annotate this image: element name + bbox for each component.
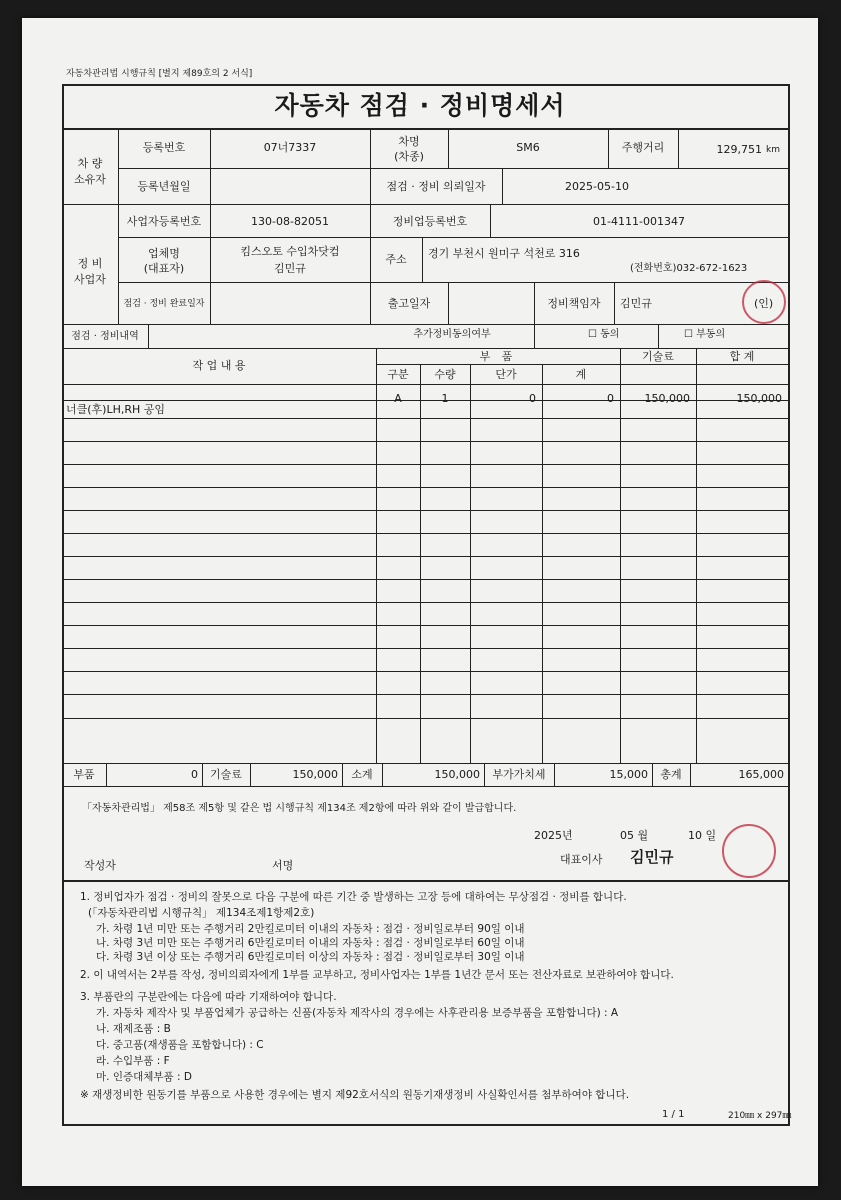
model-value: SM6 [516, 141, 540, 154]
consent-agree-checkbox: ☐ 동의 [588, 329, 620, 340]
ceo-label: 대표이사 [560, 853, 603, 866]
manager-label: 정비책임자 [547, 297, 601, 310]
mileage-label: 주행거리 [621, 141, 665, 154]
done-date-label: 점검 · 정비 완료일자 [123, 299, 205, 309]
total-header: 합 계 [729, 350, 755, 363]
statement-document [22, 18, 818, 1186]
sub-header-sum: 계 [575, 368, 587, 381]
shop-name-label: 업체명 (대표자) [143, 247, 185, 275]
total-labor-value: 150,000 [292, 768, 338, 781]
title-bottom [62, 128, 790, 130]
work-row-total: 150,000 [736, 392, 782, 405]
note-asterisk: ※ 재생정비한 원동기를 부품으로 사용한 경우에는 별지 제92호서식의 원동기재생정비 사실확인서를 첨부하여야 합니다. [80, 1089, 630, 1101]
issue-statement: 「자동차관리법」 제58조 제5항 및 같은 법 시행규칙 제134조 제2항에 따라 위와 같이 발급합니다. [82, 803, 517, 814]
biz-no-label: 사업자등록번호 [126, 215, 202, 228]
note-3: 3. 부품란의 구분란에는 다음에 따라 기재하여야 합니다. [80, 991, 337, 1003]
frame-left [62, 84, 64, 1126]
ceo-signature: 김민규 [630, 848, 674, 866]
shop-rep-value: 김민규 [274, 262, 306, 275]
consent-disagree-checkbox: ☐ 부동의 [684, 329, 726, 340]
form-reference: 자동차관리법 시행규칙 [별지 제89호의 2 서식] [66, 69, 253, 79]
note-3-c: 다. 중고품(재생품을 포함합니다) : C [96, 1039, 264, 1051]
total-labor-label: 기술료 [210, 768, 242, 781]
mileage-unit: km [766, 145, 780, 155]
note-1-c: 다. 차령 3년 이상 또는 주행거리 6만킬로미터 이상의 자동차 : 점검 · 정비일로부터 30일 이내 [96, 951, 525, 963]
shop-reg-label: 정비업등록번호 [392, 215, 468, 228]
vat-value: 15,000 [609, 768, 648, 781]
writer-label: 작성자 [84, 859, 116, 872]
frame-bottom [62, 1124, 790, 1126]
reg-year-label: 등록년월일 [137, 180, 191, 193]
total-parts-label: 부품 [73, 768, 95, 781]
work-row-qty: 1 [441, 392, 449, 405]
shop-seal-stamp [742, 280, 786, 324]
grand-total-label: 총계 [660, 768, 682, 781]
biz-no-value: 130-08-82051 [251, 215, 329, 228]
business-section-label: 정 비 사업자 [74, 257, 106, 286]
note-1-b: 나. 차령 3년 미만 또는 주행거리 6만킬로미터 이내의 자동차 : 점검 · 정비일로부터 60일 이내 [96, 937, 525, 949]
ceo-seal-stamp [722, 824, 776, 878]
subtotal-value: 150,000 [434, 768, 480, 781]
issue-year: 2025년 [534, 829, 573, 842]
note-3-a: 가. 자동차 제작사 및 부품업체가 공급하는 신품(자동차 제작사의 경우에는 사후관리용 보증부품을 포함합니다) : A [96, 1007, 619, 1019]
reg-no-value: 07너7337 [263, 141, 317, 154]
request-date-value: 2025-05-10 [565, 180, 629, 193]
signature-label: 서명 [272, 859, 294, 872]
shop-reg-value: 01-4111-001347 [593, 215, 685, 228]
work-header: 작 업 내 용 [192, 359, 246, 372]
document-title: 자동차 점검 · 정비명세서 [274, 91, 566, 120]
issue-day: 10 일 [688, 829, 717, 842]
work-row-grade: A [394, 392, 402, 405]
frame-right [788, 84, 790, 1126]
inspection-label: 점검 · 정비내역 [71, 331, 139, 342]
consent-label: 추가정비동의여부 [413, 329, 491, 340]
note-1: 1. 정비업자가 점검 · 정비의 잘못으로 다음 구분에 따른 기간 중 발생하는 고장 등에 대하여는 무상점검 · 정비를 합니다. [80, 891, 627, 903]
note-2: 2. 이 내역서는 2부를 작성, 정비의뢰자에게 1부를 교부하고, 정비사업자는 1부를 1년간 문서 또는 전산자료로 보관하여야 합니다. [80, 969, 674, 981]
note-3-d: 라. 수입부품 : F [96, 1055, 170, 1067]
work-row-description: 너클(후)LH,RH 공임 [66, 403, 166, 416]
note-1-a: 가. 차령 1년 미만 또는 주행거리 2만킬로미터 이내의 자동차 : 점검 · 정비일로부터 90일 이내 [96, 923, 525, 935]
seal-mark: (인) [754, 297, 774, 310]
phone-value: (전화번호)032-672-1623 [630, 263, 748, 274]
reg-no-label: 등록번호 [142, 141, 186, 154]
manager-value: 김민규 [620, 297, 652, 310]
address-label: 주소 [385, 253, 407, 266]
note-3-e: 마. 인증대체부품 : D [96, 1071, 192, 1083]
labor-header: 기술료 [642, 350, 674, 363]
note-1-ref: (「자동차관리법 시행규칙」 제134조제1항제2호) [88, 907, 315, 919]
request-date-label: 점검 · 정비 의뢰일자 [386, 180, 486, 193]
model-label: 차명 (차종) [394, 135, 424, 163]
total-parts-value: 0 [191, 768, 198, 781]
sub-header-qty: 수량 [434, 368, 456, 381]
work-row-unit-price: 0 [529, 392, 536, 405]
release-date-label: 출고일자 [387, 297, 431, 310]
page-number: 1 / 1 [662, 1109, 685, 1120]
address-value: 경기 부천시 원미구 석천로 316 [428, 247, 580, 260]
note-3-b: 나. 재제조품 : B [96, 1023, 171, 1035]
work-row-parts-sum: 0 [607, 392, 614, 405]
work-row-labor: 150,000 [644, 392, 690, 405]
shop-name-value: 킴스오토 수입차닷컴 [240, 245, 340, 258]
owner-section-label: 차 량 소유자 [74, 157, 106, 186]
mileage-value: 129,751 [716, 143, 762, 156]
vat-label: 부가가치세 [492, 768, 546, 781]
subtotal-label: 소계 [351, 768, 373, 781]
paper-size: 210㎜ x 297㎜ [728, 1111, 792, 1121]
frame-top [62, 84, 790, 86]
sub-header-unit: 단가 [495, 368, 517, 381]
parts-header: 부 품 [479, 350, 517, 363]
sub-header-grade: 구분 [387, 368, 409, 381]
issue-month: 05 월 [620, 829, 649, 842]
grand-total-value: 165,000 [738, 768, 784, 781]
